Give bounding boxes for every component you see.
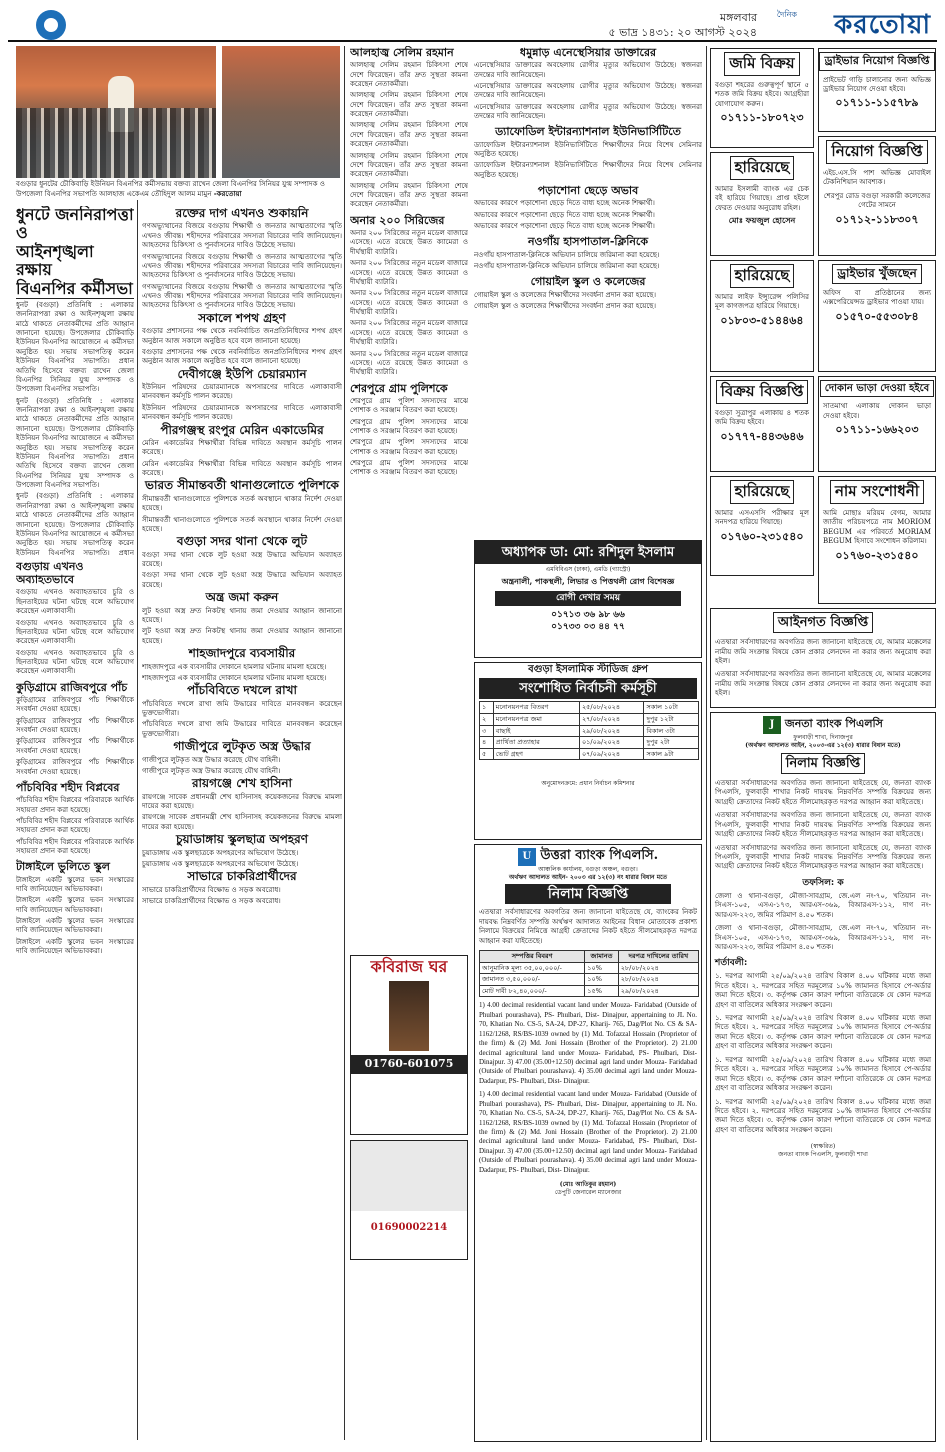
ad-hariyeche-1: [710, 152, 814, 256]
table-cell: ১: [480, 702, 494, 714]
table-row: [480, 974, 699, 986]
ad-ainagot-body: এতদ্বারা সর্বসাধারণের অবগতির জন্য জানানো যাইতেছে যে, আমার মক্কেলের নামীয় জমি সংক্রান্ত বিষয়ে কোন প্রকার লেনদেন না করার জন্য অনুরোধ করা হইল।: [715, 638, 931, 666]
lead-headline-2: আইনশৃঙ্খলা রক্ষায়: [16, 241, 94, 280]
col3-p3b: শেরপুরে গ্রাম পুলিশ সদস্যদের মাঝে পোশাক ও সরঞ্জাম বিতরণ করা হয়েছে।: [350, 417, 468, 435]
table-cell: দুপুর ১২টা: [644, 713, 699, 725]
election-table: [479, 701, 699, 760]
janata-notice-body-3: এতদ্বারা সর্বসাধারণের অবগতির জন্য জানানো যাইতেছে যে, জনতা ব্যাংক পিএলসি, ফুলবাড়ী শাখার নিকট দায়বদ্ধ নিম্নবর্ণিত সম্পত্তি বিক্রয়ের জন্য আগ্রহী ক্রেতাদের নিকট হইতে সীলমোহরকৃত দরপত্র আহ্বান করা যাইতেছে।: [715, 843, 931, 871]
lead-headline-1: ধুনটে জননিরাপত্তা ও: [16, 206, 134, 243]
col2-p9: পাঁচবিবিতে দখলে রাখা জমি উদ্ধারের দাবিতে মানববন্ধন করেছেন ভুক্তভোগীরা।: [142, 699, 342, 718]
col2-p3: ইউনিয়ন পরিষদের চেয়ারম্যানকে অপসারণের দাবিতে এলাকাবাসী মানববন্ধন কর্মসূচি পালন করেছে।: [142, 383, 342, 401]
col4: [474, 46, 702, 536]
col3-p3: শেরপুরে গ্রাম পুলিশ সদস্যদের মাঝে পোশাক ও সরঞ্জাম বিতরণ করা হয়েছে।: [350, 396, 468, 415]
col1-p3: পাঁচবিবির শহীদ বিপ্লবের পরিবারকে আর্থিক সহায়তা প্রদান করা হয়েছে।: [16, 796, 134, 814]
janata-terms: ১. দরপত্র আগামী ২৫/০৯/২০২৪ তারিখ বিকাল ৪.০০ ঘটিকার মধ্যে জমা দিতে হইবে। ২. দরপত্রের সহিত দরমূল্যের ১০% জামানত হিসাবে পে-অর্ডার জমা দিতে হইবে। ৩. কর্তৃপক্ষ কোন কারণ দর্শানো ব্যতিরেকে যে কোন দরপত্র গ্রহণ বা বাতিলের অধিকার সংরক্ষণ করেন।: [715, 972, 931, 1009]
col2-h12: চুয়াডাঙ্গায় স্কুলছাত্র অপহরণ: [175, 832, 309, 847]
ad-driver-niyog-title: ড্রাইভার নিয়োগ বিজ্ঞপ্তি: [819, 52, 934, 71]
lead-body-3: ধুনট (বগুড়া) প্রতিনিধি : এলাকার জননিরাপত্তা রক্ষা ও আইনশৃঙ্খলা রক্ষায় মাঠে থাকতে নেতাকর্মীদের প্রতি আহ্বান জানানো হয়েছে। উপজেলার চৌকিবাড়ি ইউনিয়ন বিএনপির আয়োজনে এ কর্মীসভা অনুষ্ঠিত হয়। সভায় সভাপতিত্ব করেন ইউনিয়ন বিএনপির সভাপতি। প্রধান: [16, 492, 134, 556]
col4-p5: গোয়াইল স্কুল ও কলেজের শিক্ষার্থীদের সংবর্ধনা প্রদান করা হয়েছে।: [474, 290, 656, 299]
col2-p8b: শাহজাদপুরে এক ব্যবসায়ীর দোকানে হামলার ঘটনায় মামলা হয়েছে।: [142, 673, 327, 682]
ad-jomi-title: জমি বিক্রয়: [724, 52, 799, 76]
col2-h7: অন্ত্র জমা করুন: [205, 590, 279, 605]
ad-jomi-bikroy: [710, 48, 814, 148]
ad-nam-body: আমি মোছাঃ মরিয়ম বেগম, আমার জাতীয় পরিচয়পত্রে নাম MORIOM BEGUM এর পরিবর্তে MORIAM BEGUM হিসাবে সংশোধন করিলাম।: [823, 508, 931, 546]
table-cell: বিকাল ৩টা: [644, 725, 699, 737]
lead-photo-side: [222, 46, 340, 178]
col2-h11: রায়গঞ্জে শেখ হাসিনা: [191, 776, 293, 791]
ad-bikroy-phone: ০১৭৭৭-৪৪৩৬৪৬: [720, 429, 804, 443]
doctor-degree: এমবিবিএস (ঢাকা), এমডি (গ্যাস্ট্রো): [545, 566, 631, 574]
janata-terms-2: ১. দরপত্র আগামী ২৫/০৯/২০২৪ তারিখ বিকাল ৪.০০ ঘটিকার মধ্যে জমা দিতে হইবে। ২. দরপত্রের সহিত দরমূল্যের ১০% জামানত হিসাবে পে-অর্ডার জমা দিতে হইবে। ৩. কর্তৃপক্ষ কোন কারণ দর্শানো ব্যতিরেকে যে কোন দরপত্র গ্রহণ বা বাতিলের অধিকার সংরক্ষণ করেন।: [715, 1014, 931, 1051]
table-cell: মোট দাবী ৮২,৪০,০০০/-: [480, 985, 585, 997]
col2-p13: সাভারে চাকরিপ্রার্থীদের বিক্ষোভ ও সড়ক অবরোধ।: [142, 885, 281, 894]
ad-driver-niyog-phone: ০১৭১১-১১৫৭৮৯: [835, 96, 919, 110]
col2-p12: চুয়াডাঙ্গায় এক স্কুলছাত্রকে অপহরণের অভিযোগ উঠেছে।: [142, 848, 299, 857]
doctor-band: রোগী দেখার সময়: [495, 591, 681, 607]
janata-bank-header: [711, 716, 935, 734]
col4-p2b: ড্যাফোডিল ইন্টারন্যাশনাল ইউনিভার্সিটিতে শিক্ষার্থীদের নিয়ে বিশেষ সেমিনার অনুষ্ঠিত হয়েছে।: [474, 161, 702, 179]
ad-hariyeche-2-body: আমার লাইফ ইন্স্যুরেন্স পলিসির মূল কাগজপত্র হারিয়ে গিয়াছে।: [715, 292, 809, 311]
ad-niyog: [818, 136, 936, 256]
col2-p8: শাহজাদপুরে এক ব্যবসায়ীর দোকানে হামলার ঘটনায় মামলা হয়েছে।: [142, 662, 327, 671]
table-cell: সকাল ১০টা: [644, 702, 699, 714]
col3-p2: অনার ২০০ সিরিজের নতুন মডেল বাজারে এসেছে। এতে রয়েছে উন্নত ক্যামেরা ও দীর্ঘস্থায়ী ব্যাটারি।: [350, 229, 468, 256]
table-cell: ২৮/০৮/২০২৪: [618, 974, 698, 986]
ad-driver-niyog-body: প্রাইভেট গাড়ি চালানোর জন্য অভিজ্ঞ ড্রাইভার নিয়োগ দেওয়া হইবে।: [823, 75, 931, 93]
issue-day: মঙ্গলবার: [720, 11, 757, 24]
ad-bikroy-title: বিক্রয় বিজ্ঞপ্তি: [716, 380, 809, 404]
table-header-row: [480, 951, 699, 963]
uttara-notice-title: নিলাম বিজ্ঞপ্তি: [505, 884, 671, 904]
table-header: সম্পত্তির বিবরণ: [480, 951, 585, 963]
ad-hariyeche-3: [710, 476, 814, 576]
col2-p4: মেরিন একাডেমির শিক্ষার্থীরা বিভিন্ন দাবিতে অবস্থান কর্মসূচি পালন করেছে।: [142, 438, 342, 457]
col2-p1c: গণঅভ্যুত্থানের বিজয়ে বগুড়ায় শিক্ষার্থী ও জনতার আত্মত্যাগের স্মৃতি এখনও জীবন্ত। শহীদদের পরিবারের সদস্যরা বিচারের দাবি জানিয়েছেন। আহতদের চিকিৎসা ও পুনর্বাসনের দাবিও উঠেছে সভায়।: [142, 282, 342, 310]
doctor-speciality: অন্ত্রনালী, পাকস্থলী, লিভার ও পিত্তথলী রোগ বিশেষজ্ঞ: [501, 576, 675, 587]
table-header: দরপত্র দাখিলের তারিখ: [618, 951, 698, 963]
table-cell: ২: [480, 713, 494, 725]
col1-h4: টাঙ্গাইলে ভুলিতে স্কুল: [16, 860, 111, 874]
col3-p2e: অনার ২০০ সিরিজের নতুন মডেল বাজারে এসেছে। এতে রয়েছে উন্নত ক্যামেরা ও দীর্ঘস্থায়ী ব্যাটারি।: [350, 349, 468, 377]
janata-schedule-2: জেলা ও থানা-বগুড়া, মৌজা-সাবগ্রাম, জে.এল নং-৭০, খতিয়ান নং-সিএস-১০৫, এসএ-১৭৩, আরএস-৩৬৯, বিআরএস-১১২, দাগ নং-আরএস-২২৩, জমির পরিমাণ ৪.৫০ শতক।: [715, 924, 931, 951]
table-cell: ২৯/০৮/২০২৪: [579, 725, 643, 737]
ad-hariyeche-1-body: আমার ইসলামী ব্যাংক এর চেক বই হারিয়ে গিয়াছে। প্রাপ্ত হইলে ফেরত দেওয়ার অনুরোধ রহিল।: [715, 184, 809, 212]
lead-photo: [16, 46, 216, 178]
ad-dokan-phone: ০১৭১১-১৬৬২০৩: [835, 423, 919, 437]
col4-p1c: এনেস্থেসিয়ার ডাক্তারের অবহেলায় রোগীর মৃত্যুর অভিযোগ উঠেছে। স্বজনরা তদন্তের দাবি জানিয়েছেন।: [474, 102, 702, 121]
ad-driver-khujchen-phone: ০১৫৭০-৫৫৩০৮৪: [835, 309, 919, 323]
uttara-signer-title: ডেপুটি জেনারেল ম্যানেজার: [554, 1189, 622, 1197]
ad-hariyeche-1-name: মোঃ ফয়জুল হোসেন: [728, 215, 796, 226]
doctor-name: অধ্যাপক ডা: মো: রশিদুল ইসলাম: [475, 541, 701, 564]
election-title: সংশোধিত নির্বাচনী কর্মসূচী: [479, 678, 697, 699]
col1-p1b: বগুড়ায় এখনও অব্যাহতভাবে চুরি ও ছিনতাইয়ের ঘটনা ঘটছে বলে অভিযোগ করেছেন এলাকাবাসী।: [16, 618, 134, 646]
col2-p10: গাজীপুরে লুটকৃত অস্ত্র উদ্ধার করেছে যৌথ বাহিনী।: [142, 755, 281, 764]
col3-p1e: আলহাজ্ব সেলিম রহমান চিকিৎসা শেষে দেশে ফিরেছেন। তাঁর দ্রুত সুস্থতা কামনা করেছেন নেতাকর্মীরা।: [350, 181, 468, 209]
col4-h2: ড্যাফোডিল ইন্টারন্যাশনাল ইউনিভার্সিটিতে: [495, 125, 681, 139]
col2-p6b: বগুড়া সদর থানা থেকে লুট হওয়া অস্ত্র উদ্ধারে অভিযান অব্যাহত রয়েছে।: [142, 571, 342, 589]
doctor-ad: [474, 540, 702, 658]
col4-p2: ড্যাফোডিল ইন্টারন্যাশনাল ইউনিভার্সিটিতে শিক্ষার্থীদের নিয়ে বিশেষ সেমিনার অনুষ্ঠিত হয়েছে।: [474, 140, 702, 158]
col1-p4: টাঙ্গাইলে একটি স্কুলের ভবন সংস্কারের দাবি জানিয়েছেন অভিভাবকরা।: [16, 875, 134, 893]
uttara-signer: (মোঃ আতিকুর রহমান): [559, 1181, 617, 1189]
lead-headline-3: বিএনপির কর্মীসভা: [16, 278, 133, 298]
col3-p2b: অনার ২০০ সিরিজের নতুন মডেল বাজারে এসেছে। এতে রয়েছে উন্নত ক্যামেরা ও দীর্ঘস্থায়ী ব্যাটারি।: [350, 259, 468, 286]
lead-article: [16, 206, 134, 556]
janata-notice-title: নিলাম বিজ্ঞপ্তি: [781, 753, 865, 774]
col3-p1d: আলহাজ্ব সেলিম রহমান চিকিৎসা শেষে দেশে ফিরেছেন। তাঁর দ্রুত সুস্থতা কামনা করেছেন নেতাকর্মীরা।: [350, 151, 468, 179]
col3-p2c: অনার ২০০ সিরিজের নতুন মডেল বাজারে এসেছে। এতে রয়েছে উন্নত ক্যামেরা ও দীর্ঘস্থায়ী ব্যাটারি।: [350, 289, 468, 316]
lead-caption: [16, 180, 338, 199]
table-row: [480, 725, 699, 737]
election-notice: [474, 662, 702, 840]
col1-lower: [16, 560, 134, 1440]
lead-caption-text: বগুড়ার ধুনটের চৌকিবাড়ি ইউনিয়ন বিএনপির কর্মীসভায় বক্তব্য রাখেন জেলা বিএনপির সিনিয়র যুগ্ম সম্পাদক ও উপজেলা বিএনপির সভাপতি আলহাজ একেএম তৌহিদুল আলম মামুন: [16, 180, 325, 199]
col4-p4b: নওগাঁয় হাসপাতাল-ক্লিনিকে অভিযান চালিয়ে জরিমানা করা হয়েছে।: [474, 262, 660, 270]
ad-ainagot-title: আইনগত বিজ্ঞপ্তি: [773, 612, 873, 633]
col2-p10b: গাজীপুরে লুটকৃত অস্ত্র উদ্ধার করেছে যৌথ বাহিনী।: [142, 766, 281, 775]
col2-h13: সাভারে চাকরিপ্রার্থীদের: [187, 869, 297, 884]
col2: [142, 206, 342, 1440]
col1-p2: কুড়িগ্রামের রাজিবপুরে পাঁচ শিক্ষার্থীকে সংবর্ধনা দেওয়া হয়েছে।: [16, 695, 134, 714]
col2-h6: বগুড়া সদর থানা থেকে লুট: [176, 534, 308, 549]
col1-h2: কুড়িগ্রামে রাজিবপুরে পাঁচ: [16, 680, 128, 694]
col1-p4b: টাঙ্গাইলে একটি স্কুলের ভবন সংস্কারের দাবি জানিয়েছেন অভিভাবকরা।: [16, 896, 134, 914]
table-cell: ৩: [480, 725, 494, 737]
col1-p2b: কুড়িগ্রামের রাজিবপুরে পাঁচ শিক্ষার্থীকে সংবর্ধনা দেওয়া হয়েছে।: [16, 716, 134, 735]
col3-h1: আলহাজ্ব সেলিম রহমান: [350, 46, 454, 59]
col2-p2: বগুড়ার প্রশাসনের পক্ষ থেকে নবনির্বাচিত জনপ্রতিনিধিদের শপথ গ্রহণ অনুষ্ঠান আজ সকালে অনুষ্ঠিত হবে বলে জানানো হয়েছে।: [142, 327, 342, 345]
ad-driver-niyog: [818, 48, 936, 132]
janata-bank-name: জনতা ব্যাংক পিএলসি: [784, 717, 883, 730]
crowd-figure: [16, 108, 216, 178]
table-cell: ভোট গ্রহণ: [493, 748, 579, 760]
col1-p4d: টাঙ্গাইলে একটি স্কুলের ভবন সংস্কারের দাবি জানিয়েছেন অভিভাবকরা।: [16, 937, 134, 956]
col1-h3: পাঁচবিবির শহীদ বিপ্লবের: [16, 780, 120, 794]
col3-h2: অনার ২০০ সিরিজের: [350, 213, 445, 227]
table-cell: দুপুর ২টা: [644, 737, 699, 749]
ad-nam-phone: ০১৭৬০-২৩১৫৪০: [835, 548, 919, 562]
issue-full-date: ৫ ভাদ্র ১৪৩১: ২০ আগস্ট ২০২৪: [608, 26, 757, 40]
col2-p13b: সাভারে চাকরিপ্রার্থীদের বিক্ষোভ ও সড়ক অবরোধ।: [142, 897, 281, 906]
kabiraj-bottle-image: [389, 981, 429, 1051]
ad-nam: [818, 476, 936, 604]
table-row: [480, 702, 699, 714]
table-cell: ১৫%: [585, 985, 618, 997]
table-cell: মনোনয়নপত্র জমা: [493, 713, 579, 725]
col3-p2d: অনার ২০০ সিরিজের নতুন মডেল বাজারে এসেছে। এতে রয়েছে উন্নত ক্যামেরা ও দীর্ঘস্থায়ী ব্যাটারি।: [350, 319, 468, 347]
ad-bikroy-body: বগুড়া সুত্রাপুর এলাকায় ৪ শতক জমি বিক্রয় হইবে।: [715, 408, 809, 427]
col3-p1b: আলহাজ্ব সেলিম রহমান চিকিৎসা শেষে দেশে ফিরেছেন। তাঁর দ্রুত সুস্থতা কামনা করেছেন নেতাকর্মীরা।: [350, 91, 468, 119]
col2-h1: রক্তের দাগ এখনও শুকায়নি: [175, 206, 309, 220]
uttara-bank-law: অর্থঋণ আদালত আইন- ২০০৩ এর ১২(৩) নং ধারার বিধান মতে: [509, 873, 667, 881]
table-cell: ০৭/০৯/২০২৪: [579, 748, 643, 760]
uttara-table: [479, 950, 699, 997]
election-footer: অনুমোদনক্রমে: প্রধান নির্বাচন কমিশনার: [541, 780, 635, 788]
table-cell: প্রার্থিতা প্রত্যাহার: [493, 737, 579, 749]
col2-p12b: চুয়াডাঙ্গায় এক স্কুলছাত্রকে অপহরণের অভিযোগ উঠেছে।: [142, 859, 299, 868]
paper-name: করতোয়া: [834, 10, 931, 40]
janata-schedule-title: তফসিল: ক: [802, 877, 844, 888]
col4-p1: এনেস্থেসিয়ার ডাক্তারের অবহেলায় রোগীর মৃত্যুর অভিযোগ উঠেছে। স্বজনরা তদন্তের দাবি জানিয়েছেন।: [474, 61, 702, 79]
doctor-phone-2: ০১৭৩৩ ০৩ ৪৪ ৭৭: [551, 622, 625, 633]
col4-p5b: গোয়াইল স্কুল ও কলেজের শিক্ষার্থীদের সংবর্ধনা প্রদান করা হয়েছে।: [474, 301, 656, 310]
ad-ainagot: [710, 608, 936, 708]
lead-body: ধুনট (বগুড়া) প্রতিনিধি : এলাকার জননিরাপত্তা রক্ষা ও আইনশৃঙ্খলা রক্ষায় মাঠে থাকতে নেতাকর্মীদের প্রতি আহ্বান জানানো হয়েছে। উপজেলার চৌকিবাড়ি ইউনিয়ন বিএনপির আয়োজনে এ কর্মীসভা অনুষ্ঠিত হয়। সভায় সভাপতিত্ব করেন ইউনিয়ন বিএনপির সভাপতি। প্রধান অতিথি হিসেবে বক্তব্য রাখেন জেলা বিএনপির সিনিয়র যুগ্ম সম্পাদক ও উপজেলা বিএনপির সভাপতি।: [16, 300, 134, 394]
ad-dokan-title: দোকান ভাড়া দেওয়া হইবে: [820, 380, 934, 397]
newspaper-logo-icon: [36, 10, 66, 40]
col3-p3c: শেরপুরে গ্রাম পুলিশ সদস্যদের মাঝে পোশাক ও সরঞ্জাম বিতরণ করা হয়েছে।: [350, 438, 468, 456]
col2-p2b: বগুড়ার প্রশাসনের পক্ষ থেকে নবনির্বাচিত জনপ্রতিনিধিদের শপথ গ্রহণ অনুষ্ঠান আজ সকালে অনুষ্ঠিত হবে বলে জানানো হয়েছে।: [142, 347, 342, 366]
table-row: [480, 962, 699, 974]
col2-p1: গণঅভ্যুত্থানের বিজয়ে বগুড়ায় শিক্ষার্থী ও জনতার আত্মত্যাগের স্মৃতি এখনও জীবন্ত। শহীদদের পরিবারের সদস্যরা বিচারের দাবি জানিয়েছেন। আহতদের চিকিৎসা ও পুনর্বাসনের দাবিও উঠেছে সভায়।: [142, 222, 342, 250]
table-cell: মনোনয়নপত্র বিতরণ: [493, 702, 579, 714]
table-row: [480, 737, 699, 749]
uttara-bank-notice: [474, 844, 702, 1442]
ad-nam-title: নাম সংশোধনী: [830, 480, 924, 504]
col3-p1: আলহাজ্ব সেলিম রহমান চিকিৎসা শেষে দেশে ফিরেছেন। তাঁর দ্রুত সুস্থতা কামনা করেছেন নেতাকর্মীরা।: [350, 61, 468, 88]
col1-p1: বগুড়ায় এখনও অব্যাহতভাবে চুরি ও ছিনতাইয়ের ঘটনা ঘটছে বলে অভিযোগ করেছেন এলাকাবাসী।: [16, 588, 134, 616]
col2-h8: শাহজাদপুরে ব্যবসায়ীর: [188, 646, 296, 661]
ad-hariyeche-3-phone: ০১৭৬০-২৩১৫৪০: [720, 529, 804, 543]
uttara-notice-body: এতদ্বারা সর্বসাধারণের অবগতির জন্য জানানো যাইতেছে যে, ব্যাংকের নিকট দায়বদ্ধ নিম্নবর্ণিত সম্পত্তি অর্থঋণ আদালত আইনের বিধান মোতাবেক প্রকাশ্য নিলামে বিক্রয়ের নিমিত্তে আগ্রহী ক্রেতাদের নিকট হইতে সীলমোহরকৃত দরপত্র আহ্বান করা যাইতেছে।: [479, 908, 697, 945]
ad-dokan-body: সাতমাথা এলাকায় দোকান ভাড়া দেওয়া হইবে।: [823, 402, 931, 420]
col2-h5: ভারত সীমান্তবর্তী থানাগুলোতে পুলিশকে: [145, 478, 339, 493]
col1-p4c: টাঙ্গাইলে একটি স্কুলের ভবন সংস্কারের দাবি জানিয়েছেন অভিভাবকরা।: [16, 917, 134, 935]
table-cell: ৪: [480, 737, 494, 749]
ad-hariyeche-3-title: হারিয়েছে: [730, 480, 795, 504]
doctor-phone-1: ০১৭১৩ ৩৬ ৯৮ ৬৬: [551, 610, 625, 621]
uttara-schedule: 1) 4.00 decimal residential vacant land under Mouza- Faridabad (Outside of Phulbari pourashava), PS- Phulbari, Dist- Dinajpur, appertaining to JL No. 70, Khatian No. CS-5, SA-24, DP-27, Kharij- 765, Dag/Plot No. CS & SA-1162/1268, RS/BS-1039 owned by (1) Md. Tofazzal Hossain (Proprietor of the firm) & (2) Md. Joni Hossain (Brother of the Proprietor). 2) 21.00 decimal agricultural land under Mouza- Faridabad, PS- Phulbari, Dist- Dinajpur. 3) 47.00 (35.00+12.50) decimal agri land under Mouza- Faridabad (Outside of Phulbari pourashava). 4) 35.00 decimal agri land under Mouza- Dadarpur, PS- Phulbari, Dist- Dinajpur.: [479, 1001, 697, 1085]
janata-bank-law: (অর্থঋণ আদালত আইন, ২০০৩-এর ১২(৩) ধারার বিধান মতে): [745, 741, 901, 749]
table-row: [480, 985, 699, 997]
ad-hariyeche-2: [710, 260, 814, 372]
col4-p3: অভাবের কারণে পড়াশোনা ছেড়ে দিতে বাধ্য হচ্ছে অনেক শিক্ষার্থী।: [474, 199, 655, 208]
col4-h3: পড়াশোনা ছেড়ে অভাব: [537, 184, 639, 198]
table-cell: জামানত ৩,৫০,০০০/-: [480, 974, 585, 986]
ad-driver-khujchen-body: অফিস বা প্রতিষ্ঠানের জন্য এক্সপেরিয়েন্সড ড্রাইভার পাওয়া যায়।: [823, 288, 931, 307]
paper-prefix: দৈনিক: [776, 10, 797, 19]
ad-hariyeche-1-title: হারিয়েছে: [730, 156, 795, 180]
col3-p1c: আলহাজ্ব সেলিম রহমান চিকিৎসা শেষে দেশে ফিরেছেন। তাঁর দ্রুত সুস্থতা কামনা করেছেন নেতাকর্মীরা।: [350, 121, 468, 149]
table-cell: আনুমানিক মূল্য ৩৫,০০,০০০/-: [480, 962, 585, 974]
ad-bikroy: [710, 376, 814, 472]
col1-p3c: পাঁচবিবির শহীদ বিপ্লবের পরিবারকে আর্থিক সহায়তা প্রদান করা হয়েছে।: [16, 837, 134, 855]
col2-p11b: রায়গঞ্জে সাবেক প্রধানমন্ত্রী শেখ হাসিনাসহ কয়েকজনের বিরুদ্ধে মামলা দায়ের করা হয়েছে।: [142, 813, 342, 831]
issue-date: [608, 10, 757, 41]
col2-h10: গাজীপুরে লুটকৃত অস্ত্র উদ্ধার: [173, 739, 311, 754]
election-org: বগুড়া ইসলামিক স্টাডিজ গ্রুপ: [528, 664, 648, 675]
ad-hariyeche-2-title: হারিয়েছে: [730, 264, 795, 288]
ad-dokan: [818, 376, 936, 472]
col1-p2c: কুড়িগ্রামের রাজিবপুরে পাঁচ শিক্ষার্থীকে সংবর্ধনা দেওয়া হয়েছে।: [16, 737, 134, 755]
table-cell: ২৯/০৮/২০২৪: [618, 985, 698, 997]
table-row: [480, 713, 699, 725]
col2-p11: রায়গঞ্জে সাবেক প্রধানমন্ত্রী শেখ হাসিনাসহ কয়েকজনের বিরুদ্ধে মামলা দায়ের করা হয়েছে।: [142, 792, 342, 811]
lead-caption-credit: -করতোয়া: [213, 189, 242, 199]
col4-p3c: অভাবের কারণে পড়াশোনা ছেড়ে দিতে বাধ্য হচ্ছে অনেক শিক্ষার্থী।: [474, 222, 655, 231]
col2-h9: পাঁচবিবিতে দখলে রাখা: [187, 683, 297, 698]
col2-p6: বগুড়া সদর থানা থেকে লুট হওয়া অস্ত্র উদ্ধারে অভিযান অব্যাহত রয়েছে।: [142, 550, 342, 569]
janata-signer: (স্বাক্ষরিত): [810, 1143, 836, 1151]
column-rule: [137, 200, 138, 1440]
table-cell: সকাল ৯টা: [644, 748, 699, 760]
table-cell: ৫: [480, 748, 494, 760]
table-row: [480, 748, 699, 760]
col4-p4: নওগাঁয় হাসপাতাল-ক্লিনিকে অভিযান চালিয়ে জরিমানা করা হয়েছে।: [474, 250, 660, 259]
col2-p9b: পাঁচবিবিতে দখলে রাখা জমি উদ্ধারের দাবিতে মানববন্ধন করেছেন ভুক্তভোগীরা।: [142, 720, 342, 738]
janata-bank-branch: ফুলবাড়ী শাখা, দিনাজপুর: [793, 734, 853, 741]
uttara-bank-title: উত্তরা ব্যাংক পিএলসি.: [540, 848, 659, 863]
table-header: জামানত: [585, 951, 618, 963]
col4-h5: গোয়াইল স্কুল ও কলেজের: [530, 275, 646, 289]
masthead: [8, 8, 937, 42]
kabiraj-ad: [350, 955, 468, 1135]
ad-niyog-body: এইচ.এস.সি পাশ অভিজ্ঞ মোবাইল টেকনিশিয়ান আবশ্যক।: [823, 168, 931, 187]
uttara-bank-branch: আঞ্চলিক কার্যালয়, বগুড়া অঞ্চল, বগুড়া।: [538, 866, 638, 873]
col4-p1b: এনেস্থেসিয়ার ডাক্তারের অবহেলায় রোগীর মৃত্যুর অভিযোগ উঠেছে। স্বজনরা তদন্তের দাবি জানিয়েছেন।: [474, 81, 702, 100]
ad-niyog-title: নিয়োগ বিজ্ঞপ্তি: [826, 140, 927, 164]
col2-p3b: ইউনিয়ন পরিষদের চেয়ারম্যানকে অপসারণের দাবিতে এলাকাবাসী মানববন্ধন কর্মসূচি পালন করেছে।: [142, 403, 342, 422]
janata-terms-3: ১. দরপত্র আগামী ২৫/০৯/২০২৪ তারিখ বিকাল ৪.০০ ঘটিকার মধ্যে জমা দিতে হইবে। ২. দরপত্রের সহিত দরমূল্যের ১০% জামানত হিসাবে পে-অর্ডার জমা দিতে হইবে। ৩. কর্তৃপক্ষ কোন কারণ দর্শানো ব্যতিরেকে যে কোন দরপত্র গ্রহণ বা বাতিলের অধিকার সংরক্ষণ করেন।: [715, 1055, 931, 1093]
col2-p5b: সীমান্তবর্তী থানাগুলোতে পুলিশকে সতর্ক অবস্থানে থাকার নির্দেশ দেওয়া হয়েছে।: [142, 515, 342, 533]
lead-body-2: ধুনট (বগুড়া) প্রতিনিধি : এলাকার জননিরাপত্তা রক্ষা ও আইনশৃঙ্খলা রক্ষায় মাঠে থাকতে নেতাকর্মীদের প্রতি আহ্বান জানানো হয়েছে। উপজেলার চৌকিবাড়ি ইউনিয়ন বিএনপির আয়োজনে এ কর্মীসভা অনুষ্ঠিত হয়। সভায় সভাপতিত্ব করেন ইউনিয়ন বিএনপির সভাপতি। প্রধান অতিথি হিসেবে বক্তব্য রাখেন জেলা বিএনপির সিনিয়র যুগ্ম সম্পাদক ও উপজেলা বিএনপির সভাপতি।: [16, 396, 134, 490]
kabiraj-ad-2: [350, 1140, 468, 1260]
col2-h2: সকালে শপথ গ্রহণ: [198, 310, 286, 325]
ad-jomi-body: বগুড়া শহরের গুরুত্বপূর্ণ স্থানে ৫ শতক জমি বিক্রয় হইবে। আগ্রহীরা যোগাযোগ করুন।: [715, 80, 809, 108]
ad-niyog-address: শেরপুর রোড বগুড়া সরকারী কলেজের গেটের সামনে: [823, 191, 931, 210]
col3: [350, 46, 468, 946]
col1-p2d: কুড়িগ্রামের রাজিবপুরে পাঁচ শিক্ষার্থীকে সংবর্ধনা দেওয়া হয়েছে।: [16, 758, 134, 776]
col3-h3: শেরপুরে গ্রাম পুলিশকে: [350, 381, 448, 395]
table-cell: ২৭/০৮/২০২৪: [579, 713, 643, 725]
col2-p4b: মেরিন একাডেমির শিক্ষার্থীরা বিভিন্ন দাবিতে অবস্থান কর্মসূচি পালন করেছে।: [142, 459, 342, 478]
table-cell: ১০%: [585, 974, 618, 986]
col3-p3d: শেরপুরে গ্রাম পুলিশ সদস্যদের মাঝে পোশাক ও সরঞ্জাম বিতরণ করা হয়েছে।: [350, 459, 468, 477]
col1-h1: বগুড়ায় এখনও অব্যাহতভাবে: [16, 560, 84, 587]
bank-logo-icon: J: [763, 716, 781, 734]
janata-terms-title: শর্তাবলী:: [715, 958, 748, 969]
uttara-schedule-2: 1) 4.00 decimal residential vacant land under Mouza- Faridabad (Outside of Phulbari pourashava), PS- Phulbari, Dist- Dinajpur, appertaining to JL No. 70, Khatian No. CS-5, SA-24, DP-27, Kharij- 765, Dag/Plot No. CS & SA-1162/1268, RS/BS-1039 owned by (1) Md. Tofazzal Hossain (Proprietor of the firm) & (2) Md. Joni Hossain (Brother of the Proprietor). 2) 21.00 decimal agricultural land under Mouza- Faridabad, PS- Phulbari, Dist- Dinajpur. 3) 47.00 (35.00+12.50) decimal agri land under Mouza- Faridabad (Outside of Phulbari pourashava). 4) 35.00 decimal agri land under Mouza- Dadarpur, PS- Phulbari, Dist- Dinajpur.: [479, 1090, 697, 1174]
bank-logo-icon: U: [518, 848, 536, 866]
ad-ainagot-body-2: এতদ্বারা সর্বসাধারণের অবগতির জন্য জানানো যাইতেছে যে, আমার মক্কেলের নামীয় জমি সংক্রান্ত বিষয়ে কোন প্রকার লেনদেন না করার জন্য অনুরোধ করা হইল।: [715, 670, 931, 698]
table-cell: বাছাই: [493, 725, 579, 737]
kabiraj-title: কবিরাজ ঘর: [370, 957, 448, 976]
uttara-bank-name: [475, 847, 701, 866]
janata-signer-title: জনতা ব্যাংক পিএলসি, ফুলবাড়ী শাখা: [778, 1151, 868, 1159]
janata-bank-notice: [710, 712, 936, 1442]
col4-h1: ধমুন্নাড় এনেস্থেসিয়ার ডাক্তারের: [519, 46, 657, 59]
ad-hariyeche-2-phone: ০১৮০৩-৫১৪৪৬৪: [720, 313, 804, 327]
lead-photo-right: [222, 46, 340, 178]
column-rule: [706, 46, 707, 1440]
table-cell: ১০%: [585, 962, 618, 974]
col4-h4: নওগাঁয় হাসপাতাল-ক্লিনিকে: [527, 235, 649, 249]
col2-p5: সীমান্তবর্তী থানাগুলোতে পুলিশকে সতর্ক অবস্থানে থাকার নির্দেশ দেওয়া হয়েছে।: [142, 494, 342, 513]
col4-p3b: অভাবের কারণে পড়াশোনা ছেড়ে দিতে বাধ্য হচ্ছে অনেক শিক্ষার্থী।: [474, 210, 655, 219]
table-cell: ২৮/০৮/২০২৪: [618, 962, 698, 974]
table-cell: ২৫/০৮/২০২৪: [579, 702, 643, 714]
janata-notice-body-2: এতদ্বারা সর্বসাধারণের অবগতির জন্য জানানো যাইতেছে যে, জনতা ব্যাংক পিএলসি, ফুলবাড়ী শাখার নিকট দায়বদ্ধ নিম্নবর্ণিত সম্পত্তি বিক্রয়ের জন্য আগ্রহী ক্রেতাদের নিকট হইতে সীলমোহরকৃত দরপত্র আহ্বান করা যাইতেছে।: [715, 811, 931, 839]
ad-jomi-phone: ০১৭১১-১৮০৭২৩: [720, 111, 804, 125]
table-cell: ০১/০৯/২০২৪: [579, 737, 643, 749]
kabiraj-ad-2-art: [351, 1141, 467, 1211]
ad-driver-khujchen: [818, 260, 936, 372]
col1-p1c: বগুড়ায় এখনও অব্যাহতভাবে চুরি ও ছিনতাইয়ের ঘটনা ঘটছে বলে অভিযোগ করেছেন এলাকাবাসী।: [16, 648, 134, 676]
col1-p3b: পাঁচবিবির শহীদ বিপ্লবের পরিবারকে আর্থিক সহায়তা প্রদান করা হয়েছে।: [16, 816, 134, 835]
col2-p7b: লুট হওয়া অস্ত্র দ্রুত নিকটস্থ থানায় জমা দেওয়ার আহ্বান জানানো হয়েছে।: [142, 627, 342, 645]
janata-notice-body: এতদ্বারা সর্বসাধারণের অবগতির জন্য জানানো যাইতেছে যে, জনতা ব্যাংক পিএলসি, ফুলবাড়ী শাখার নিকট দায়বদ্ধ নিম্নবর্ণিত সম্পত্তি বিক্রয়ের জন্য আগ্রহী ক্রেতাদের নিকট হইতে সীলমোহরকৃত দরপত্র আহ্বান করা যাইতেছে।: [715, 778, 931, 806]
ad-hariyeche-3-body: আমার এসএসসি পরীক্ষার মূল সনদপত্র হারিয়ে গিয়াছে।: [715, 508, 809, 527]
column-rule: [344, 46, 345, 1440]
col2-h3: দেবীগঞ্জে ইউপি চেয়ারম্যান: [177, 366, 307, 381]
col2-h4: পীরগঞ্জস্থ রংপুর মেরিন একাডেমির: [160, 422, 324, 437]
janata-schedule: জেলা ও থানা-বগুড়া, মৌজা-সাবগ্রাম, জে.এল নং-৭০, খতিয়ান নং-সিএস-১০৫, এসএ-১৭৩, আরএস-৩৬৯, বিআরএস-১১২, দাগ নং-আরএস-২২৩, জমির পরিমাণ ৪.৫০ শতক।: [715, 891, 931, 919]
ad-driver-khujchen-title: ড্রাইভার খুঁজছেন: [832, 264, 922, 284]
janata-terms-4: ১. দরপত্র আগামী ২৫/০৯/২০২৪ তারিখ বিকাল ৪.০০ ঘটিকার মধ্যে জমা দিতে হইবে। ২. দরপত্রের সহিত দরমূল্যের ১০% জামানত হিসাবে পে-অর্ডার জমা দিতে হইবে। ৩. কর্তৃপক্ষ কোন কারণ দর্শানো ব্যতিরেকে যে কোন দরপত্র গ্রহণ বা বাতিলের অধিকার সংরক্ষণ করেন।: [715, 1097, 931, 1134]
col2-p7: লুট হওয়া অস্ত্র দ্রুত নিকটস্থ থানায় জমা দেওয়ার আহ্বান জানানো হয়েছে।: [142, 606, 342, 624]
ad-niyog-phone: ০১৭১২-১১৮৩০৭: [835, 212, 919, 226]
kabiraj-phone-2: 01690002214: [370, 1222, 448, 1233]
col2-p1b: গণঅভ্যুত্থানের বিজয়ে বগুড়ায় শিক্ষার্থী ও জনতার আত্মত্যাগের স্মৃতি এখনও জীবন্ত। শহীদদের পরিবারের সদস্যরা বিচারের দাবি জানিয়েছেন। আহতদের চিকিৎসা ও পুনর্বাসনের দাবিও উঠেছে সভায়।: [142, 252, 342, 280]
kabiraj-phone: 01760-601075: [351, 1055, 467, 1074]
